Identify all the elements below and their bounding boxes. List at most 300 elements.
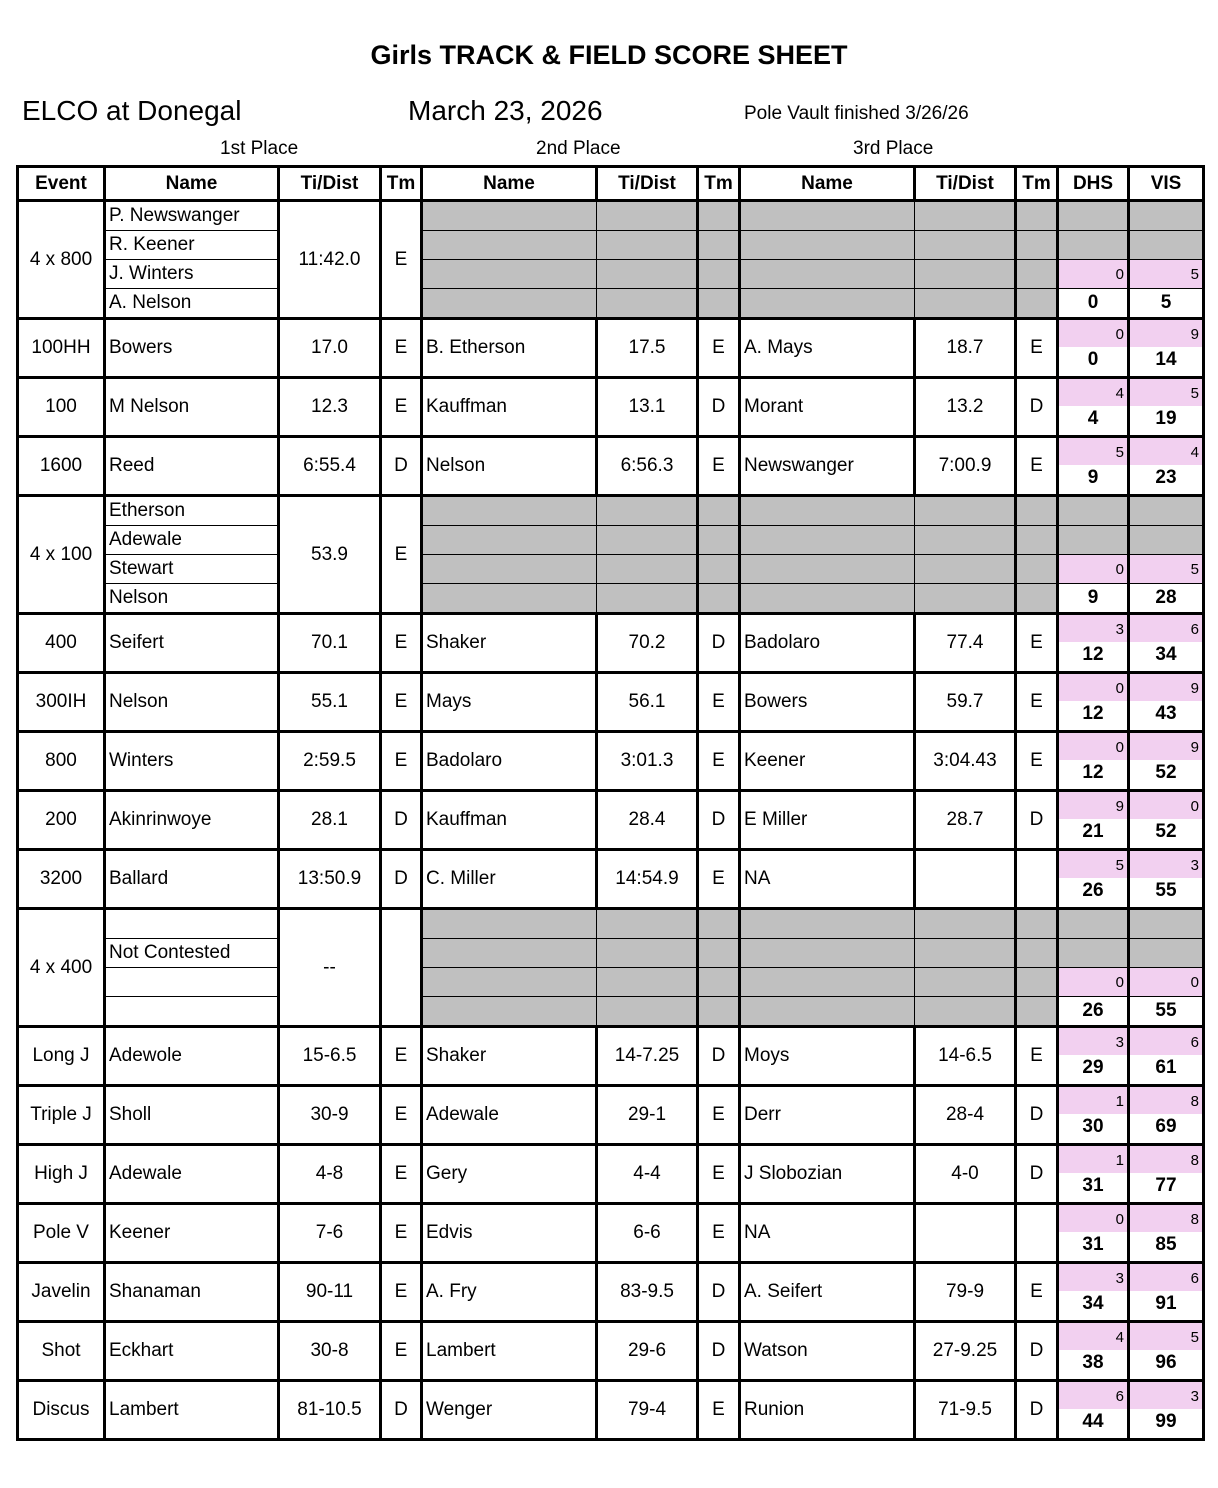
- vis-total: 34: [1155, 644, 1177, 665]
- first-mark: 30-8: [279, 1322, 381, 1381]
- relay-runner: P. Newswanger: [105, 201, 279, 231]
- meet-name: ELCO at Donegal: [22, 95, 242, 126]
- event-label: 4 x 100: [18, 496, 105, 614]
- relay-runner: A. Nelson: [105, 289, 279, 319]
- vis-points: 8: [1130, 1205, 1202, 1232]
- third-mark: 4-0: [915, 1145, 1016, 1204]
- first-team: D: [381, 850, 422, 909]
- first-team: E: [381, 378, 422, 437]
- dhs-score-cell: [1058, 732, 1129, 791]
- first-mark: 13:50.9: [279, 850, 381, 909]
- second-mark: 6-6: [597, 1204, 698, 1263]
- first-name: Akinrinwoye: [105, 791, 279, 850]
- vis-total: 52: [1155, 762, 1177, 783]
- col-mark-1: Ti/Dist: [279, 167, 381, 201]
- event-label: 4 x 400: [18, 909, 105, 1027]
- vis-points: 3: [1130, 1382, 1202, 1409]
- third-name: Runion: [740, 1381, 915, 1440]
- dhs-score-cell: [1058, 1322, 1129, 1381]
- second-mark: 29-6: [597, 1322, 698, 1381]
- third-team: D: [1016, 791, 1058, 850]
- relay-runner: [105, 909, 279, 939]
- first-name: Eckhart: [105, 1322, 279, 1381]
- relay-team: E: [381, 496, 422, 614]
- dhs-total: 12: [1082, 703, 1104, 724]
- vis-points: 8: [1130, 1087, 1202, 1114]
- sheet-title: Girls TRACK & FIELD SCORE SHEET: [370, 40, 848, 70]
- vis-points: 6: [1130, 615, 1202, 642]
- first-mark: 17.0: [279, 319, 381, 378]
- second-team: D: [698, 1027, 740, 1086]
- dhs-total: 29: [1082, 1057, 1104, 1078]
- third-team: E: [1016, 614, 1058, 673]
- vis-score-cell: [1129, 1204, 1204, 1263]
- dhs-points: 0: [1058, 260, 1129, 289]
- event-row-eshot: [18, 1322, 1204, 1381]
- first-team: E: [381, 1027, 422, 1086]
- vis-score-cell: [1129, 791, 1204, 850]
- second-mark: 14:54.9: [597, 850, 698, 909]
- dhs-score-cell: [1058, 1381, 1129, 1440]
- dhs-points: 0: [1058, 968, 1129, 997]
- second-name: Badolaro: [422, 732, 597, 791]
- relay-r4x100-row-3: [18, 555, 1204, 584]
- col-dhs: DHS: [1058, 167, 1129, 201]
- first-team: E: [381, 614, 422, 673]
- third-mark: 14-6.5: [915, 1027, 1016, 1086]
- first-mark: 15-6.5: [279, 1027, 381, 1086]
- third-mark: 18.7: [915, 319, 1016, 378]
- relay-r4x100-row-1: [18, 496, 1204, 526]
- dhs-points: 5: [1059, 438, 1127, 465]
- second-team: D: [698, 614, 740, 673]
- header-row: [18, 167, 1204, 201]
- first-mark: 90-11: [279, 1263, 381, 1322]
- third-place-label: 3rd Place: [853, 138, 934, 159]
- meet-date: March 23, 2026: [408, 95, 603, 126]
- third-name: A. Seifert: [740, 1263, 915, 1322]
- relay-r4x100-row-2: [18, 526, 1204, 555]
- col-mark-2: Ti/Dist: [597, 167, 698, 201]
- event-label: Shot: [18, 1322, 105, 1381]
- second-team: E: [698, 1086, 740, 1145]
- relay-runner: Nelson: [105, 584, 279, 614]
- dhs-points: 4: [1059, 379, 1127, 406]
- dhs-points: 0: [1059, 320, 1127, 347]
- dhs-score-cell: [1058, 1263, 1129, 1322]
- first-name: Keener: [105, 1204, 279, 1263]
- relay-team: [381, 909, 422, 1027]
- relay-team: E: [381, 201, 422, 319]
- vis-total: 96: [1155, 1352, 1177, 1373]
- vis-total: 23: [1155, 467, 1177, 488]
- second-name: Kauffman: [422, 791, 597, 850]
- dhs-points: 0: [1058, 555, 1129, 584]
- second-place-label: 2nd Place: [536, 138, 621, 159]
- event-label: 3200: [18, 850, 105, 909]
- second-mark: 79-4: [597, 1381, 698, 1440]
- relay-r4x100-row-4: [18, 584, 1204, 614]
- vis-total: 99: [1155, 1411, 1177, 1432]
- vis-points: 6: [1130, 1264, 1202, 1291]
- first-team: E: [381, 1145, 422, 1204]
- event-row-e100hh: [18, 319, 1204, 378]
- vis-points: 5: [1129, 555, 1204, 584]
- vis-score-cell: [1129, 614, 1204, 673]
- event-label: Pole V: [18, 1204, 105, 1263]
- vis-score-cell: [1129, 1027, 1204, 1086]
- dhs-points: 1: [1059, 1146, 1127, 1173]
- dhs-score-cell: [1058, 673, 1129, 732]
- event-label: 300IH: [18, 673, 105, 732]
- dhs-points: 3: [1059, 615, 1127, 642]
- dhs-points: 0: [1059, 674, 1127, 701]
- first-name: Ballard: [105, 850, 279, 909]
- first-mark: 12.3: [279, 378, 381, 437]
- first-mark: 6:55.4: [279, 437, 381, 496]
- second-mark: 29-1: [597, 1086, 698, 1145]
- col-event: Event: [18, 167, 105, 201]
- dhs-total: 31: [1082, 1234, 1104, 1255]
- second-mark: 28.4: [597, 791, 698, 850]
- first-team: D: [381, 437, 422, 496]
- third-mark: 28-4: [915, 1086, 1016, 1145]
- vis-points: 5: [1129, 260, 1204, 289]
- relay-runner: Adewale: [105, 526, 279, 555]
- third-team: E: [1016, 319, 1058, 378]
- first-mark: 28.1: [279, 791, 381, 850]
- dhs-score-cell: [1058, 850, 1129, 909]
- dhs-points: 4: [1059, 1323, 1127, 1350]
- third-name: Morant: [740, 378, 915, 437]
- second-team: D: [698, 1263, 740, 1322]
- third-team: E: [1016, 732, 1058, 791]
- third-name: NA: [740, 1204, 915, 1263]
- second-mark: 17.5: [597, 319, 698, 378]
- relay-r4x400-row-1: [18, 909, 1204, 939]
- first-name: Nelson: [105, 673, 279, 732]
- third-mark: 79-9: [915, 1263, 1016, 1322]
- second-mark: 56.1: [597, 673, 698, 732]
- col-team-3: Tm: [1016, 167, 1058, 201]
- vis-total: 69: [1155, 1116, 1177, 1137]
- first-team: E: [381, 1204, 422, 1263]
- first-name: Winters: [105, 732, 279, 791]
- first-name: Bowers: [105, 319, 279, 378]
- vis-total: 52: [1155, 821, 1177, 842]
- third-team: E: [1016, 1027, 1058, 1086]
- col-vis: VIS: [1129, 167, 1204, 201]
- dhs-total: 12: [1082, 762, 1104, 783]
- third-team: D: [1016, 1145, 1058, 1204]
- second-name: C. Miller: [422, 850, 597, 909]
- third-name: A. Mays: [740, 319, 915, 378]
- first-team: E: [381, 1263, 422, 1322]
- first-name: Sholl: [105, 1086, 279, 1145]
- vis-total: 85: [1155, 1234, 1177, 1255]
- dhs-points: 3: [1059, 1264, 1127, 1291]
- relay-runner: R. Keener: [105, 231, 279, 260]
- relay-4x800-row-3: [18, 260, 1204, 289]
- dhs-total: 31: [1082, 1175, 1104, 1196]
- first-team: D: [381, 1381, 422, 1440]
- event-row-epole: [18, 1204, 1204, 1263]
- dhs-points: 5: [1059, 851, 1127, 878]
- vis-points: 5: [1130, 379, 1202, 406]
- second-mark: 6:56.3: [597, 437, 698, 496]
- third-mark: [915, 850, 1016, 909]
- vis-points: 9: [1130, 320, 1202, 347]
- first-name: Adewale: [105, 1145, 279, 1204]
- vis-points: 0: [1129, 968, 1204, 997]
- event-label: 100: [18, 378, 105, 437]
- second-mark: 14-7.25: [597, 1027, 698, 1086]
- pole-vault-note: Pole Vault finished 3/26/26: [744, 103, 969, 124]
- dhs-score-cell: [1058, 1027, 1129, 1086]
- dhs-points: 1: [1059, 1087, 1127, 1114]
- vis-points: 6: [1130, 1028, 1202, 1055]
- dhs-score-cell: [1058, 614, 1129, 673]
- third-name: Moys: [740, 1027, 915, 1086]
- third-mark: 3:04.43: [915, 732, 1016, 791]
- relay-mark: --: [279, 909, 381, 1027]
- third-mark: 13.2: [915, 378, 1016, 437]
- third-mark: 59.7: [915, 673, 1016, 732]
- second-team: E: [698, 1204, 740, 1263]
- first-team: D: [381, 791, 422, 850]
- first-mark: 4-8: [279, 1145, 381, 1204]
- first-team: E: [381, 319, 422, 378]
- event-row-e3200: [18, 850, 1204, 909]
- dhs-total: 0: [1058, 289, 1129, 319]
- dhs-total: 26: [1058, 997, 1129, 1027]
- vis-score-cell: [1129, 1381, 1204, 1440]
- first-name: Adewole: [105, 1027, 279, 1086]
- relay-4x800-row-4: [18, 289, 1204, 319]
- vis-points: 9: [1130, 674, 1202, 701]
- vis-total: 55: [1155, 880, 1177, 901]
- third-team: D: [1016, 1322, 1058, 1381]
- vis-score-cell: [1129, 1086, 1204, 1145]
- first-mark: 55.1: [279, 673, 381, 732]
- vis-total: 61: [1155, 1057, 1177, 1078]
- second-team: E: [698, 850, 740, 909]
- third-mark: [915, 1204, 1016, 1263]
- first-team: E: [381, 673, 422, 732]
- first-name: Shanaman: [105, 1263, 279, 1322]
- vis-total: 14: [1155, 349, 1177, 370]
- first-mark: 7-6: [279, 1204, 381, 1263]
- third-mark: 28.7: [915, 791, 1016, 850]
- third-name: E Miller: [740, 791, 915, 850]
- dhs-points: 6: [1059, 1382, 1127, 1409]
- event-row-e1600: [18, 437, 1204, 496]
- event-label: 4 x 800: [18, 201, 105, 319]
- second-name: Edvis: [422, 1204, 597, 1263]
- second-mark: 83-9.5: [597, 1263, 698, 1322]
- event-row-e800: [18, 732, 1204, 791]
- first-team: E: [381, 732, 422, 791]
- second-team: D: [698, 378, 740, 437]
- third-name: Bowers: [740, 673, 915, 732]
- event-label: Long J: [18, 1027, 105, 1086]
- dhs-score-cell: [1058, 1204, 1129, 1263]
- third-mark: 27-9.25: [915, 1322, 1016, 1381]
- score-table: [16, 165, 1205, 1441]
- dhs-total: 38: [1082, 1352, 1104, 1373]
- third-name: Watson: [740, 1322, 915, 1381]
- event-label: 200: [18, 791, 105, 850]
- vis-points: 4: [1130, 438, 1202, 465]
- relay-r4x400-row-4: [18, 997, 1204, 1027]
- relay-4x800-row-2: [18, 231, 1204, 260]
- dhs-points: 0: [1059, 1205, 1127, 1232]
- second-name: Shaker: [422, 614, 597, 673]
- relay-mark: 53.9: [279, 496, 381, 614]
- dhs-total: 4: [1087, 408, 1099, 429]
- relay-r4x400-row-2: [18, 939, 1204, 968]
- third-team: D: [1016, 1381, 1058, 1440]
- vis-score-cell: [1129, 673, 1204, 732]
- relay-mark: 11:42.0: [279, 201, 381, 319]
- vis-points: 8: [1130, 1146, 1202, 1173]
- event-label: 400: [18, 614, 105, 673]
- first-mark: 30-9: [279, 1086, 381, 1145]
- event-label: High J: [18, 1145, 105, 1204]
- second-name: Nelson: [422, 437, 597, 496]
- relay-runner: Stewart: [105, 555, 279, 584]
- dhs-score-cell: [1058, 319, 1129, 378]
- first-team: E: [381, 1322, 422, 1381]
- vis-total: 43: [1155, 703, 1177, 724]
- relay-runner: J. Winters: [105, 260, 279, 289]
- vis-total: 55: [1129, 997, 1204, 1027]
- second-team: D: [698, 1322, 740, 1381]
- vis-total: 77: [1155, 1175, 1177, 1196]
- second-name: Shaker: [422, 1027, 597, 1086]
- event-row-e300ih: [18, 673, 1204, 732]
- second-name: B. Etherson: [422, 319, 597, 378]
- second-team: E: [698, 1145, 740, 1204]
- third-mark: 77.4: [915, 614, 1016, 673]
- dhs-points: 0: [1059, 733, 1127, 760]
- second-mark: 13.1: [597, 378, 698, 437]
- second-name: A. Fry: [422, 1263, 597, 1322]
- second-team: E: [698, 437, 740, 496]
- vis-total: 91: [1155, 1293, 1177, 1314]
- event-label: Triple J: [18, 1086, 105, 1145]
- third-name: J Slobozian: [740, 1145, 915, 1204]
- third-mark: 7:00.9: [915, 437, 1016, 496]
- event-row-e200: [18, 791, 1204, 850]
- dhs-total: 0: [1087, 349, 1099, 370]
- first-place-label: 1st Place: [220, 138, 299, 159]
- dhs-score-cell: [1058, 791, 1129, 850]
- relay-4x800-row-1: [18, 201, 1204, 231]
- third-name: Badolaro: [740, 614, 915, 673]
- event-row-ediscus: [18, 1381, 1204, 1440]
- vis-total: 5: [1129, 289, 1204, 319]
- event-label: 1600: [18, 437, 105, 496]
- first-mark: 2:59.5: [279, 732, 381, 791]
- vis-score-cell: [1129, 319, 1204, 378]
- event-row-etriple: [18, 1086, 1204, 1145]
- third-team: E: [1016, 673, 1058, 732]
- event-row-ejav: [18, 1263, 1204, 1322]
- first-team: E: [381, 1086, 422, 1145]
- first-name: M Nelson: [105, 378, 279, 437]
- third-team: [1016, 1204, 1058, 1263]
- event-label: Javelin: [18, 1263, 105, 1322]
- dhs-total: 21: [1082, 821, 1104, 842]
- dhs-total: 9: [1058, 584, 1129, 614]
- first-mark: 81-10.5: [279, 1381, 381, 1440]
- dhs-score-cell: [1058, 437, 1129, 496]
- event-label: 800: [18, 732, 105, 791]
- event-row-e100: [18, 378, 1204, 437]
- second-team: E: [698, 1381, 740, 1440]
- event-row-ehigh: [18, 1145, 1204, 1204]
- dhs-score-cell: [1058, 1086, 1129, 1145]
- second-mark: 70.2: [597, 614, 698, 673]
- vis-total: 19: [1155, 408, 1177, 429]
- second-team: D: [698, 791, 740, 850]
- event-label: Discus: [18, 1381, 105, 1440]
- second-name: Kauffman: [422, 378, 597, 437]
- first-name: Seifert: [105, 614, 279, 673]
- third-team: E: [1016, 437, 1058, 496]
- vis-points: 3: [1130, 851, 1202, 878]
- second-team: E: [698, 319, 740, 378]
- second-name: Adewale: [422, 1086, 597, 1145]
- event-row-e400: [18, 614, 1204, 673]
- relay-runner: Etherson: [105, 496, 279, 526]
- third-name: Derr: [740, 1086, 915, 1145]
- third-name: Keener: [740, 732, 915, 791]
- vis-score-cell: [1129, 437, 1204, 496]
- dhs-total: 12: [1082, 644, 1104, 665]
- second-team: E: [698, 732, 740, 791]
- third-mark: 71-9.5: [915, 1381, 1016, 1440]
- dhs-total: 26: [1082, 880, 1104, 901]
- vis-score-cell: [1129, 1263, 1204, 1322]
- vis-score-cell: [1129, 850, 1204, 909]
- relay-runner: Not Contested: [105, 939, 279, 968]
- second-name: Mays: [422, 673, 597, 732]
- relay-runner: [105, 968, 279, 997]
- second-team: E: [698, 673, 740, 732]
- col-team-2: Tm: [698, 167, 740, 201]
- dhs-score-cell: [1058, 1145, 1129, 1204]
- first-mark: 70.1: [279, 614, 381, 673]
- col-mark-3: Ti/Dist: [915, 167, 1016, 201]
- third-team: D: [1016, 1086, 1058, 1145]
- second-name: Lambert: [422, 1322, 597, 1381]
- dhs-score-cell: [1058, 378, 1129, 437]
- dhs-total: 34: [1082, 1293, 1104, 1314]
- vis-score-cell: [1129, 732, 1204, 791]
- third-team: [1016, 850, 1058, 909]
- second-name: Wenger: [422, 1381, 597, 1440]
- first-name: Lambert: [105, 1381, 279, 1440]
- col-team-1: Tm: [381, 167, 422, 201]
- dhs-points: 9: [1059, 792, 1127, 819]
- third-name: NA: [740, 850, 915, 909]
- dhs-points: 3: [1059, 1028, 1127, 1055]
- relay-r4x400-row-3: [18, 968, 1204, 997]
- dhs-total: 44: [1082, 1411, 1104, 1432]
- vis-score-cell: [1129, 1322, 1204, 1381]
